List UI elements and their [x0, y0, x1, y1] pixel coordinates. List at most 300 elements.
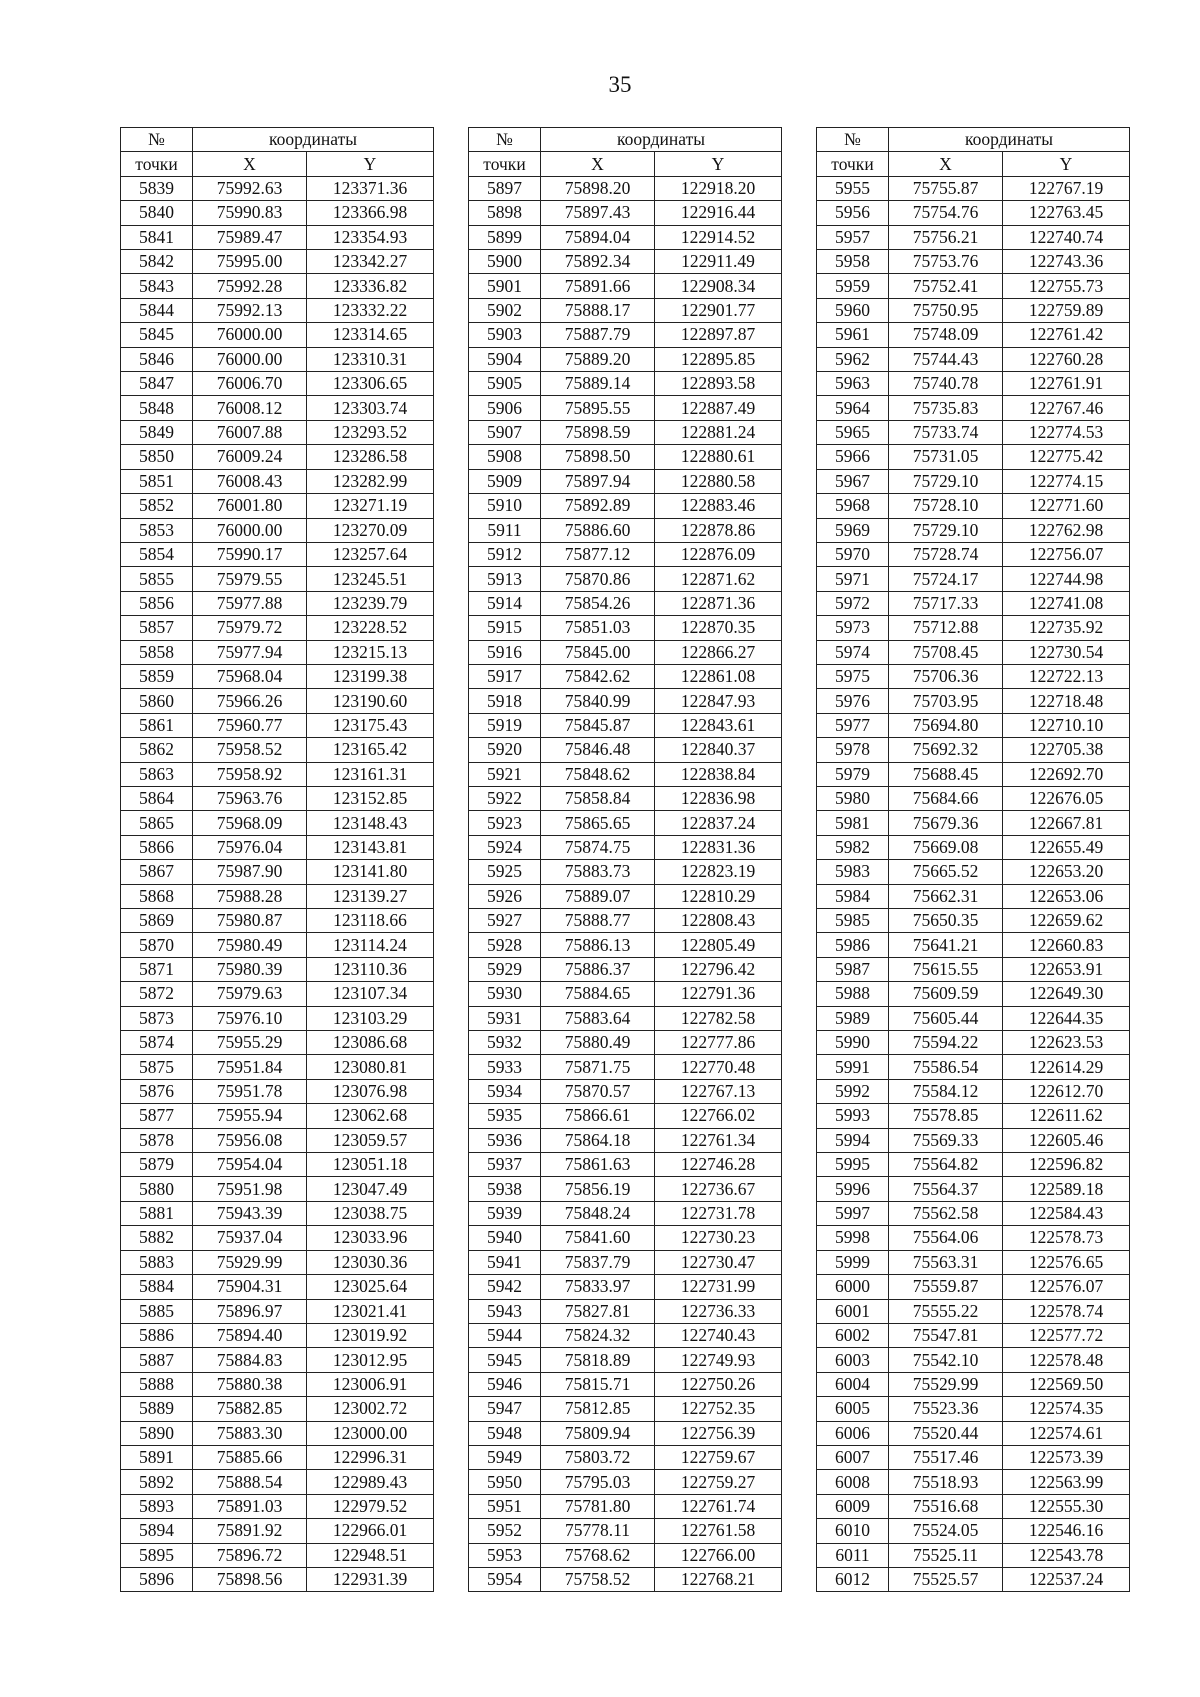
table-row — [121, 1397, 434, 1421]
y-coordinate-cell: 123303.74 — [307, 396, 434, 420]
y-coordinate-cell: 122756.07 — [1003, 542, 1130, 566]
table-row — [817, 957, 1130, 981]
table-row — [121, 1421, 434, 1445]
x-coordinate-cell: 75851.03 — [541, 616, 655, 640]
point-number-cell: 5998 — [817, 1226, 889, 1250]
table-row — [469, 1153, 782, 1177]
coordinates-header: координаты — [541, 128, 782, 152]
x-coordinate-cell: 75684.66 — [889, 786, 1003, 810]
point-number-cell: 5997 — [817, 1201, 889, 1225]
table-row — [817, 860, 1130, 884]
point-number-cell: 6000 — [817, 1275, 889, 1299]
point-number-cell: 5963 — [817, 372, 889, 396]
point-number-cell: 5967 — [817, 469, 889, 493]
x-coordinate-cell: 76000.00 — [193, 347, 307, 371]
point-number-cell: 5860 — [121, 689, 193, 713]
point-number-subheader: точки — [121, 152, 193, 176]
x-coordinate-cell: 75888.54 — [193, 1470, 307, 1494]
table-row — [121, 1153, 434, 1177]
point-number-cell: 6007 — [817, 1445, 889, 1469]
point-number-cell: 5941 — [469, 1250, 541, 1274]
table-row — [121, 1299, 434, 1323]
y-coordinate-cell: 122861.08 — [655, 664, 782, 688]
table-body — [121, 176, 434, 1592]
x-coordinate-cell: 75865.65 — [541, 811, 655, 835]
table-row — [121, 591, 434, 615]
table-row — [469, 713, 782, 737]
y-coordinate-cell: 123161.31 — [307, 762, 434, 786]
table-row — [817, 1226, 1130, 1250]
y-coordinate-cell: 122836.98 — [655, 786, 782, 810]
x-coordinate-cell: 75815.71 — [541, 1372, 655, 1396]
table-row — [817, 372, 1130, 396]
table-row — [469, 250, 782, 274]
point-number-cell: 6010 — [817, 1519, 889, 1543]
point-number-cell: 5866 — [121, 835, 193, 859]
table-row — [817, 250, 1130, 274]
table-row — [817, 786, 1130, 810]
y-coordinate-cell: 122740.74 — [1003, 225, 1130, 249]
table-row — [121, 1323, 434, 1347]
point-number-cell: 5913 — [469, 567, 541, 591]
x-coordinate-cell: 75977.88 — [193, 591, 307, 615]
y-coordinate-cell: 122770.48 — [655, 1055, 782, 1079]
table-row — [817, 298, 1130, 322]
x-coordinate-cell: 75706.36 — [889, 664, 1003, 688]
point-number-cell: 5877 — [121, 1104, 193, 1128]
table-row — [121, 982, 434, 1006]
y-coordinate-cell: 123310.31 — [307, 347, 434, 371]
y-coordinate-cell: 123002.72 — [307, 1397, 434, 1421]
y-coordinate-cell: 122878.86 — [655, 518, 782, 542]
table-row — [469, 1177, 782, 1201]
y-coordinate-cell: 122887.49 — [655, 396, 782, 420]
point-number-cell: 5902 — [469, 298, 541, 322]
table-row — [121, 1226, 434, 1250]
y-coordinate-cell: 122931.39 — [307, 1567, 434, 1591]
point-number-cell: 5995 — [817, 1153, 889, 1177]
point-number-header: № — [121, 128, 193, 152]
x-coordinate-cell: 75846.48 — [541, 738, 655, 762]
y-coordinate-cell: 122611.62 — [1003, 1104, 1130, 1128]
y-coordinate-cell: 122744.98 — [1003, 567, 1130, 591]
y-coordinate-cell: 122755.73 — [1003, 274, 1130, 298]
table-row — [817, 933, 1130, 957]
x-coordinate-cell: 75877.12 — [541, 542, 655, 566]
y-coordinate-cell: 122880.58 — [655, 469, 782, 493]
x-coordinate-cell: 75992.63 — [193, 176, 307, 200]
y-header: Y — [307, 152, 434, 176]
y-coordinate-cell: 122774.15 — [1003, 469, 1130, 493]
point-number-cell: 5852 — [121, 494, 193, 518]
point-number-cell: 5927 — [469, 909, 541, 933]
x-coordinate-cell: 75754.76 — [889, 201, 1003, 225]
y-coordinate-cell: 122881.24 — [655, 420, 782, 444]
point-number-cell: 5945 — [469, 1348, 541, 1372]
table-row — [121, 1031, 434, 1055]
y-coordinate-cell: 123006.91 — [307, 1372, 434, 1396]
y-coordinate-cell: 123047.49 — [307, 1177, 434, 1201]
x-coordinate-cell: 75529.99 — [889, 1372, 1003, 1396]
point-number-cell: 5911 — [469, 518, 541, 542]
point-number-cell: 5901 — [469, 274, 541, 298]
point-number-cell: 5939 — [469, 1201, 541, 1225]
table-row — [121, 835, 434, 859]
x-coordinate-cell: 76008.12 — [193, 396, 307, 420]
y-coordinate-cell: 122897.87 — [655, 323, 782, 347]
x-coordinate-cell: 75812.85 — [541, 1397, 655, 1421]
y-coordinate-cell: 122810.29 — [655, 884, 782, 908]
x-coordinate-cell: 75848.24 — [541, 1201, 655, 1225]
x-coordinate-cell: 75564.37 — [889, 1177, 1003, 1201]
y-coordinate-cell: 122916.44 — [655, 201, 782, 225]
x-coordinate-cell: 75669.08 — [889, 835, 1003, 859]
x-coordinate-cell: 75845.87 — [541, 713, 655, 737]
y-coordinate-cell: 122655.49 — [1003, 835, 1130, 859]
point-number-cell: 5996 — [817, 1177, 889, 1201]
table-row — [469, 396, 782, 420]
table-row — [121, 616, 434, 640]
x-coordinate-cell: 75729.10 — [889, 469, 1003, 493]
table-row — [817, 982, 1130, 1006]
point-number-cell: 6002 — [817, 1323, 889, 1347]
table-row — [469, 982, 782, 1006]
point-number-cell: 5974 — [817, 640, 889, 664]
y-coordinate-cell: 123086.68 — [307, 1031, 434, 1055]
x-coordinate-cell: 75731.05 — [889, 445, 1003, 469]
table-row — [469, 1250, 782, 1274]
x-coordinate-cell: 75712.88 — [889, 616, 1003, 640]
x-coordinate-cell: 75980.49 — [193, 933, 307, 957]
point-number-cell: 5930 — [469, 982, 541, 1006]
x-coordinate-cell: 75547.81 — [889, 1323, 1003, 1347]
table-row — [817, 1421, 1130, 1445]
point-number-cell: 5981 — [817, 811, 889, 835]
coordinates-header: координаты — [889, 128, 1130, 152]
y-coordinate-cell: 122766.00 — [655, 1543, 782, 1567]
y-coordinate-cell: 122901.77 — [655, 298, 782, 322]
y-coordinate-cell: 123025.64 — [307, 1275, 434, 1299]
point-number-cell: 5917 — [469, 664, 541, 688]
y-coordinate-cell: 122692.70 — [1003, 762, 1130, 786]
point-number-cell: 5897 — [469, 176, 541, 200]
y-coordinate-cell: 122760.28 — [1003, 347, 1130, 371]
table-row — [469, 909, 782, 933]
x-coordinate-cell: 75524.05 — [889, 1519, 1003, 1543]
x-coordinate-cell: 75833.97 — [541, 1275, 655, 1299]
table-row — [121, 274, 434, 298]
table-row — [817, 347, 1130, 371]
table-row — [469, 1104, 782, 1128]
x-coordinate-cell: 75980.39 — [193, 957, 307, 981]
point-number-cell: 5888 — [121, 1372, 193, 1396]
table-row — [817, 1372, 1130, 1396]
x-coordinate-cell: 75992.13 — [193, 298, 307, 322]
point-number-cell: 5956 — [817, 201, 889, 225]
table-row — [121, 1445, 434, 1469]
table-row — [817, 1031, 1130, 1055]
y-coordinate-cell: 122653.06 — [1003, 884, 1130, 908]
table-row — [121, 933, 434, 957]
point-number-cell: 5899 — [469, 225, 541, 249]
point-number-subheader: точки — [817, 152, 889, 176]
y-coordinate-cell: 122893.58 — [655, 372, 782, 396]
point-number-cell: 5925 — [469, 860, 541, 884]
point-number-cell: 5863 — [121, 762, 193, 786]
y-coordinate-cell: 122574.35 — [1003, 1397, 1130, 1421]
table-row — [121, 469, 434, 493]
x-coordinate-cell: 75951.78 — [193, 1079, 307, 1103]
y-coordinate-cell: 122791.36 — [655, 982, 782, 1006]
table-row — [817, 1275, 1130, 1299]
table-row — [121, 1104, 434, 1128]
point-number-header: № — [469, 128, 541, 152]
point-number-cell: 5951 — [469, 1494, 541, 1518]
table-row — [817, 1104, 1130, 1128]
x-coordinate-cell: 75809.94 — [541, 1421, 655, 1445]
x-coordinate-cell: 75562.58 — [889, 1201, 1003, 1225]
table-row — [817, 835, 1130, 859]
point-number-cell: 5923 — [469, 811, 541, 835]
x-coordinate-cell: 75937.04 — [193, 1226, 307, 1250]
x-coordinate-cell: 75885.66 — [193, 1445, 307, 1469]
x-coordinate-cell: 75896.72 — [193, 1543, 307, 1567]
y-coordinate-cell: 123354.93 — [307, 225, 434, 249]
point-number-cell: 5937 — [469, 1153, 541, 1177]
y-coordinate-cell: 122996.31 — [307, 1445, 434, 1469]
point-number-cell: 5977 — [817, 713, 889, 737]
x-coordinate-cell: 75958.52 — [193, 738, 307, 762]
table-row — [469, 1226, 782, 1250]
point-number-cell: 5920 — [469, 738, 541, 762]
y-coordinate-cell: 122543.78 — [1003, 1543, 1130, 1567]
table-row — [469, 372, 782, 396]
point-number-cell: 5933 — [469, 1055, 541, 1079]
point-number-cell: 5862 — [121, 738, 193, 762]
x-coordinate-cell: 75744.43 — [889, 347, 1003, 371]
y-coordinate-cell: 123371.36 — [307, 176, 434, 200]
y-coordinate-cell: 122768.21 — [655, 1567, 782, 1591]
y-coordinate-cell: 122989.43 — [307, 1470, 434, 1494]
y-coordinate-cell: 123282.99 — [307, 469, 434, 493]
x-coordinate-cell: 75880.38 — [193, 1372, 307, 1396]
y-coordinate-cell: 123021.41 — [307, 1299, 434, 1323]
point-number-cell: 5948 — [469, 1421, 541, 1445]
x-coordinate-cell: 75856.19 — [541, 1177, 655, 1201]
table-row — [469, 225, 782, 249]
y-coordinate-cell: 123314.65 — [307, 323, 434, 347]
x-coordinate-cell: 75887.79 — [541, 323, 655, 347]
y-coordinate-cell: 122574.61 — [1003, 1421, 1130, 1445]
point-number-cell: 6012 — [817, 1567, 889, 1591]
point-number-subheader: точки — [469, 152, 541, 176]
x-coordinate-cell: 75650.35 — [889, 909, 1003, 933]
y-coordinate-cell: 122596.82 — [1003, 1153, 1130, 1177]
point-number-cell: 5979 — [817, 762, 889, 786]
y-coordinate-cell: 122774.53 — [1003, 420, 1130, 444]
point-number-cell: 6008 — [817, 1470, 889, 1494]
x-coordinate-cell: 75755.87 — [889, 176, 1003, 200]
point-number-cell: 5946 — [469, 1372, 541, 1396]
x-coordinate-cell: 75866.61 — [541, 1104, 655, 1128]
point-number-cell: 5952 — [469, 1519, 541, 1543]
y-coordinate-cell: 123000.00 — [307, 1421, 434, 1445]
x-coordinate-cell: 75992.28 — [193, 274, 307, 298]
point-number-cell: 5873 — [121, 1006, 193, 1030]
y-coordinate-cell: 122918.20 — [655, 176, 782, 200]
y-coordinate-cell: 123114.24 — [307, 933, 434, 957]
x-coordinate-cell: 75968.04 — [193, 664, 307, 688]
x-coordinate-cell: 76007.88 — [193, 420, 307, 444]
point-number-cell: 5916 — [469, 640, 541, 664]
x-coordinate-cell: 76009.24 — [193, 445, 307, 469]
coordinates-table-2 — [468, 127, 782, 1592]
table-row — [469, 176, 782, 200]
y-coordinate-cell: 123076.98 — [307, 1079, 434, 1103]
x-coordinate-cell: 75854.26 — [541, 591, 655, 615]
y-coordinate-cell: 123030.36 — [307, 1250, 434, 1274]
x-coordinate-cell: 75979.55 — [193, 567, 307, 591]
point-number-cell: 5839 — [121, 176, 193, 200]
y-coordinate-cell: 123239.79 — [307, 591, 434, 615]
y-coordinate-cell: 122730.23 — [655, 1226, 782, 1250]
y-coordinate-cell: 123336.82 — [307, 274, 434, 298]
x-coordinate-cell: 75842.62 — [541, 664, 655, 688]
table-row — [817, 640, 1130, 664]
x-coordinate-cell: 75837.79 — [541, 1250, 655, 1274]
point-number-cell: 5844 — [121, 298, 193, 322]
y-coordinate-cell: 122569.50 — [1003, 1372, 1130, 1396]
x-coordinate-cell: 75894.40 — [193, 1323, 307, 1347]
y-coordinate-cell: 122883.46 — [655, 494, 782, 518]
table-row — [469, 1128, 782, 1152]
table-body — [469, 176, 782, 1592]
x-coordinate-cell: 75888.77 — [541, 909, 655, 933]
x-coordinate-cell: 75818.89 — [541, 1348, 655, 1372]
point-number-cell: 5880 — [121, 1177, 193, 1201]
point-number-cell: 5962 — [817, 347, 889, 371]
y-coordinate-cell: 122576.07 — [1003, 1275, 1130, 1299]
y-coordinate-cell: 123286.58 — [307, 445, 434, 469]
y-coordinate-cell: 122653.20 — [1003, 860, 1130, 884]
y-header: Y — [1003, 152, 1130, 176]
y-coordinate-cell: 123059.57 — [307, 1128, 434, 1152]
table-row — [817, 713, 1130, 737]
y-coordinate-cell: 122676.05 — [1003, 786, 1130, 810]
point-number-cell: 5989 — [817, 1006, 889, 1030]
x-coordinate-cell: 75584.12 — [889, 1079, 1003, 1103]
x-coordinate-cell: 75883.30 — [193, 1421, 307, 1445]
point-number-cell: 5887 — [121, 1348, 193, 1372]
point-number-cell: 5914 — [469, 591, 541, 615]
y-coordinate-cell: 122750.26 — [655, 1372, 782, 1396]
table-row — [121, 542, 434, 566]
y-coordinate-cell: 122605.46 — [1003, 1128, 1130, 1152]
x-coordinate-cell: 75951.84 — [193, 1055, 307, 1079]
point-number-cell: 5882 — [121, 1226, 193, 1250]
x-coordinate-cell: 75752.41 — [889, 274, 1003, 298]
point-number-cell: 5879 — [121, 1153, 193, 1177]
table-row — [817, 445, 1130, 469]
table-row — [817, 201, 1130, 225]
y-coordinate-cell: 123293.52 — [307, 420, 434, 444]
coordinates-table-1 — [120, 127, 434, 1592]
x-coordinate-cell: 75724.17 — [889, 567, 1003, 591]
point-number-cell: 6001 — [817, 1299, 889, 1323]
table-row — [469, 1201, 782, 1225]
x-header: X — [541, 152, 655, 176]
y-coordinate-cell: 123080.81 — [307, 1055, 434, 1079]
table-row — [469, 1006, 782, 1030]
table-row — [817, 1519, 1130, 1543]
x-coordinate-cell: 75864.18 — [541, 1128, 655, 1152]
y-coordinate-cell: 122871.36 — [655, 591, 782, 615]
x-coordinate-cell: 75848.62 — [541, 762, 655, 786]
table-row — [817, 1055, 1130, 1079]
point-number-cell: 5965 — [817, 420, 889, 444]
y-coordinate-cell: 122736.67 — [655, 1177, 782, 1201]
x-coordinate-cell: 75943.39 — [193, 1201, 307, 1225]
point-number-cell: 5894 — [121, 1519, 193, 1543]
y-coordinate-cell: 123215.13 — [307, 640, 434, 664]
point-number-cell: 5940 — [469, 1226, 541, 1250]
table-row — [817, 274, 1130, 298]
y-coordinate-cell: 122895.85 — [655, 347, 782, 371]
table-row — [469, 664, 782, 688]
point-number-cell: 5960 — [817, 298, 889, 322]
point-number-cell: 5865 — [121, 811, 193, 835]
y-coordinate-cell: 122837.24 — [655, 811, 782, 835]
y-coordinate-cell: 122614.29 — [1003, 1055, 1130, 1079]
y-coordinate-cell: 122731.78 — [655, 1201, 782, 1225]
x-coordinate-cell: 75735.83 — [889, 396, 1003, 420]
x-coordinate-cell: 75845.00 — [541, 640, 655, 664]
table-row — [469, 811, 782, 835]
y-coordinate-cell: 122731.99 — [655, 1275, 782, 1299]
point-number-cell: 5936 — [469, 1128, 541, 1152]
y-coordinate-cell: 122705.38 — [1003, 738, 1130, 762]
x-coordinate-cell: 75564.82 — [889, 1153, 1003, 1177]
point-number-cell: 5869 — [121, 909, 193, 933]
y-coordinate-cell: 122577.72 — [1003, 1323, 1130, 1347]
table-row — [121, 1543, 434, 1567]
x-coordinate-cell: 75979.72 — [193, 616, 307, 640]
point-number-cell: 5855 — [121, 567, 193, 591]
table-row — [817, 1397, 1130, 1421]
x-coordinate-cell: 75871.75 — [541, 1055, 655, 1079]
table-row — [121, 1470, 434, 1494]
table-row — [817, 1494, 1130, 1518]
point-number-cell: 5992 — [817, 1079, 889, 1103]
point-number-cell: 5953 — [469, 1543, 541, 1567]
y-coordinate-cell: 122578.73 — [1003, 1226, 1130, 1250]
x-coordinate-cell: 75679.36 — [889, 811, 1003, 835]
table-row — [469, 762, 782, 786]
point-number-cell: 6009 — [817, 1494, 889, 1518]
point-number-cell: 5932 — [469, 1031, 541, 1055]
x-coordinate-cell: 75728.10 — [889, 494, 1003, 518]
x-coordinate-cell: 75882.85 — [193, 1397, 307, 1421]
point-number-cell: 5876 — [121, 1079, 193, 1103]
x-coordinate-cell: 75883.64 — [541, 1006, 655, 1030]
table-row — [817, 1567, 1130, 1591]
x-coordinate-cell: 75703.95 — [889, 689, 1003, 713]
y-coordinate-cell: 122796.42 — [655, 957, 782, 981]
point-number-cell: 5999 — [817, 1250, 889, 1274]
y-coordinate-cell: 123051.18 — [307, 1153, 434, 1177]
point-number-cell: 5847 — [121, 372, 193, 396]
y-coordinate-cell: 122767.19 — [1003, 176, 1130, 200]
